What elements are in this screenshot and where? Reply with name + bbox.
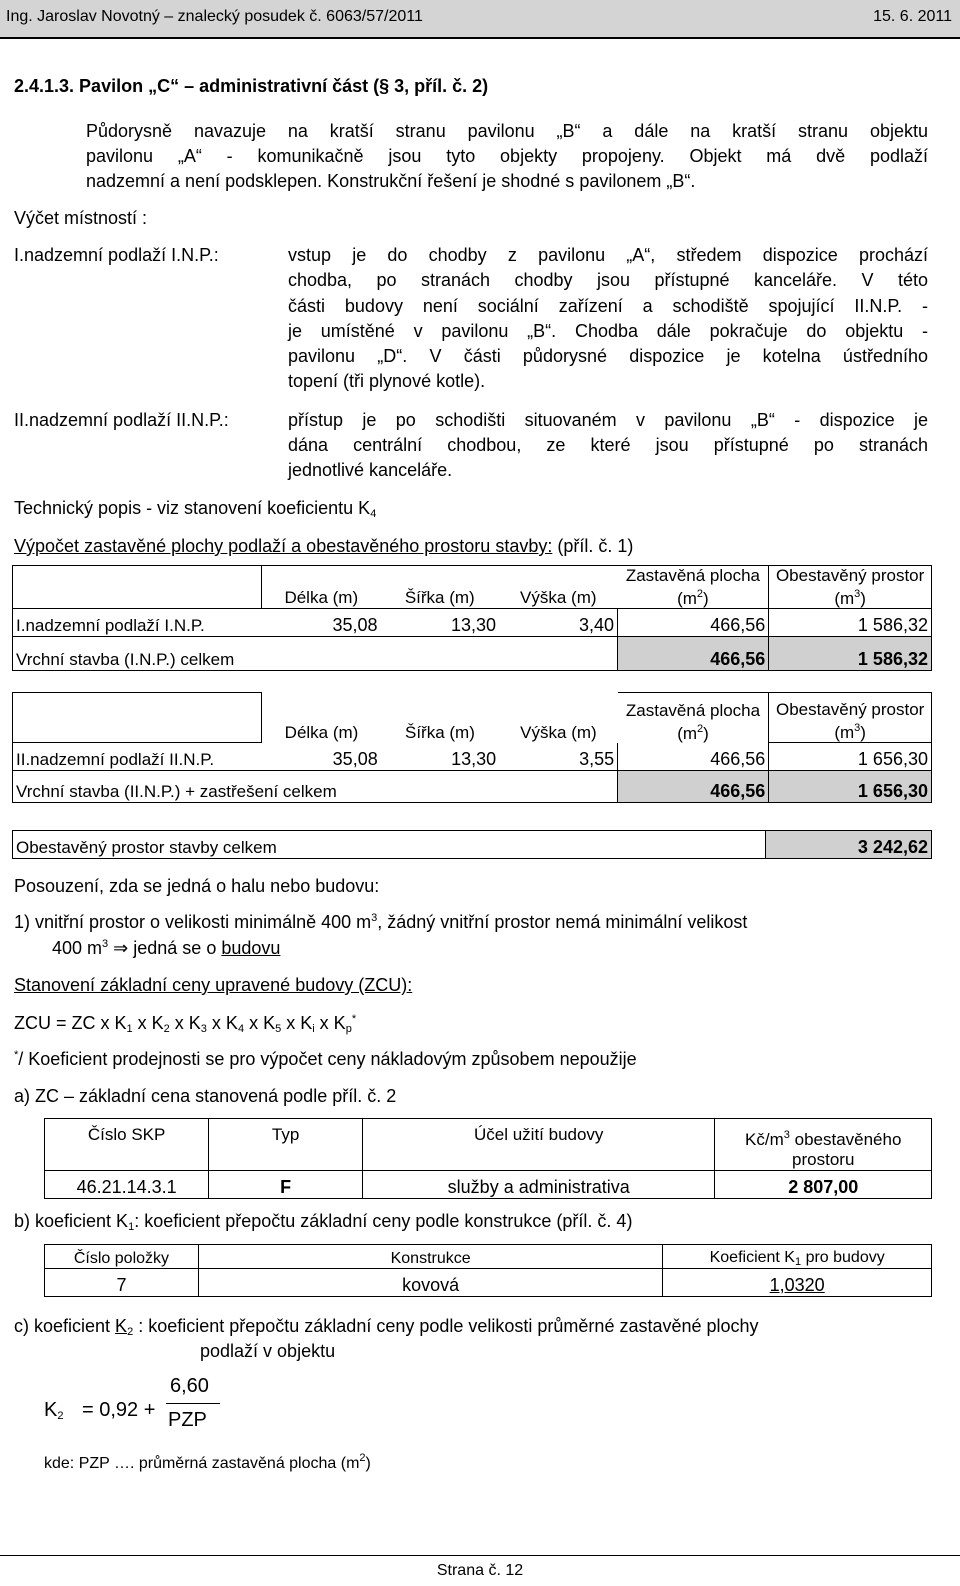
zcu-formula: ZCU = ZC x $K_1$ x $K_2$ x $K_3$ x $K_4$ x $K_5$ x $K_i$ x $K_p^*$ [14, 1013, 357, 1035]
cell-skp: 46.21.14.3.1 [45, 1171, 209, 1199]
floor1-line-4: je umístěné v pavilonu „B“. Chodba dále pokračuje do objektu - [288, 321, 928, 341]
cell-length: 35,08 [262, 609, 381, 637]
header-length: Délka (m) [284, 722, 359, 742]
header-volume: Obestavěný prostor $(m^3)$ [769, 693, 932, 743]
cell-construction: kovová [198, 1269, 662, 1297]
section-b-title: b) koeficient $K_1$: koeficient přepočtu základní ceny podle konstrukce (příl. č. 4) [14, 1211, 633, 1233]
cell-type: F [209, 1171, 363, 1199]
header-usage: Účel užití budovy [362, 1119, 714, 1171]
floor1-line-6: topení (tři plynové kotle). [288, 371, 486, 391]
section-c-title: c) koeficient $K_2$ : koeficient přepočtu základní ceny podle velikosti průměrné zastavěné plochy [14, 1316, 759, 1338]
header-height: Výška (m) [520, 588, 597, 607]
floor1-line-1: vstup je do chodby z pavilonu „A“, středem dispozice prochází [288, 245, 928, 265]
grand-total-label: Obestavěný prostor stavby celkem [13, 831, 766, 859]
header-height: Výška (m) [520, 722, 597, 742]
kde-note: kde: PZP …. průměrná zastavěná plocha $(m^2)$ [44, 1452, 371, 1472]
k2-formula: $K_2$ = 0,92 + 6,60 PZP [44, 1375, 244, 1445]
zcu-title: Stanovení základní ceny upravené budovy (ZCU): [14, 975, 413, 995]
header-built-area: Zastavěná plocha $(m^2)$ [625, 566, 761, 608]
cell-coefficient: 1,0320 [663, 1269, 932, 1297]
section-title: 2.4.1.3. Pavilon „C“ – administrativní část (§ 3, příl. č. 2) [14, 76, 489, 96]
header-volume: Obestavěný prostor $(m^3)$ [769, 566, 932, 609]
cell-built-area: 466,56 [618, 743, 769, 771]
zc-table [44, 1118, 932, 1199]
assess-line-2: 400 $m^3$ ⇒ jedná se o budovu [52, 938, 281, 958]
page-header [0, 0, 960, 39]
header-date: 15. 6. 2011 [873, 8, 952, 25]
section-c-line-2: podlaží v objektu [200, 1341, 336, 1361]
assess-title: Posouzení, zda se jedná o halu nebo budovu: [14, 876, 380, 896]
header-type: Typ [209, 1119, 363, 1171]
intro-line-1: Půdorysně navazuje na kratší stranu pavilonu „B“ a dále na kratší stranu objektu [86, 121, 928, 141]
implies-icon: ⇒ [113, 938, 129, 958]
floor-label: II.nadzemní podlaží II.N.P. [13, 743, 262, 771]
floor1-line-2: chodba, po stranách chodby jsou přístupné kanceláře. V této [288, 270, 928, 290]
total-volume: 1 656,30 [769, 771, 932, 803]
floor2-line-2: dána centrální chodbou, ze které jsou přístupné po stranách [288, 435, 928, 455]
total-built-area: 466,56 [618, 637, 769, 671]
total-volume: 1 586,32 [769, 637, 932, 671]
header-price: $Kč/m^3$ obestavěného prostoru [715, 1119, 932, 1171]
header-construction: Konstrukce [198, 1245, 662, 1269]
cell-height: 3,40 [499, 609, 618, 637]
grand-total-value: 3 242,62 [766, 831, 932, 859]
header-skp: Číslo SKP [45, 1119, 209, 1171]
cell-width: 13,30 [381, 609, 499, 637]
floor1-line-3: části budovy není sociální zařízení a schodiště spojující II.N.P. - [288, 296, 928, 316]
cell-length: 35,08 [262, 743, 381, 771]
page-footer: Strana č. 12 [0, 1555, 960, 1580]
header-coefficient: Koeficient $K_1$ pro budovy [663, 1245, 932, 1269]
cell-built-area: 466,56 [618, 609, 769, 637]
cell-price: 2 807,00 [715, 1171, 932, 1199]
section-a-title: a) ZC – základní cena stanovená podle příl. č. 2 [14, 1086, 397, 1106]
cell-width: 13,30 [381, 743, 499, 771]
cell-height: 3,55 [499, 743, 618, 771]
intro-line-2: pavilonu „A“ - komunikačně jsou tyto objekty propojeny. Objekt má dvě podlaží [86, 146, 928, 166]
calc-title: Výpočet zastavěné plochy podlaží a obestavěného prostoru stavby: (příl. č. 1) [14, 536, 634, 556]
header-width: Šířka (m) [404, 722, 475, 742]
assess-line-1: 1) vnitřní prostor o velikosti minimálně 400 $m^3$, žádný vnitřní prostor nemá minimální velikost [14, 912, 748, 932]
intro-line-3: nadzemní a není podsklepen. Konstrukční řešení je shodné s pavilonem „B“. [86, 171, 696, 191]
floor1-label: I.nadzemní podlaží I.N.P.: [14, 245, 219, 265]
floor2-label: II.nadzemní podlaží II.N.P.: [14, 410, 229, 430]
grand-total-table [12, 830, 932, 859]
floor-label: I.nadzemní podlaží I.N.P. [13, 609, 262, 637]
total-label: Vrchní stavba (II.N.P.) + zastřešení celkem [13, 771, 618, 803]
area-table-1 [12, 565, 932, 671]
total-built-area: 466,56 [618, 771, 769, 803]
area-table-2 [12, 692, 932, 803]
header-title: Ing. Jaroslav Novotný – znalecký posudek č. 6063/57/2011 [6, 8, 423, 25]
header-built-area: Zastavěná plocha $(m^2)$ [618, 693, 769, 743]
note-line: */ Koeficient prodejnosti se pro výpočet ceny nákladovým způsobem nepoužije [14, 1049, 637, 1069]
cell-item: 7 [45, 1269, 199, 1297]
header-item: Číslo položky [45, 1245, 199, 1269]
floor2-line-1: přístup je po schodišti situovaném v pavilonu „B“ - dispozice je [288, 410, 928, 430]
total-label: Vrchní stavba (I.N.P.) celkem [13, 637, 618, 671]
rooms-label: Výčet místností : [14, 208, 148, 228]
floor1-line-5: pavilonu „D“. V části půdorysné dispozice je kotelna ústředního [288, 346, 928, 366]
cell-usage: služby a administrativa [362, 1171, 714, 1199]
cell-volume: 1 656,30 [769, 743, 932, 771]
header-length: Délka (m) [284, 588, 359, 607]
tech-description: Technický popis - viz stanovení koeficientu $K_4$ [14, 498, 377, 520]
k1-table [44, 1244, 932, 1297]
header-width: Šířka (m) [404, 588, 475, 607]
floor2-line-3: jednotlivé kanceláře. [288, 460, 453, 480]
cell-volume: 1 586,32 [769, 609, 932, 637]
